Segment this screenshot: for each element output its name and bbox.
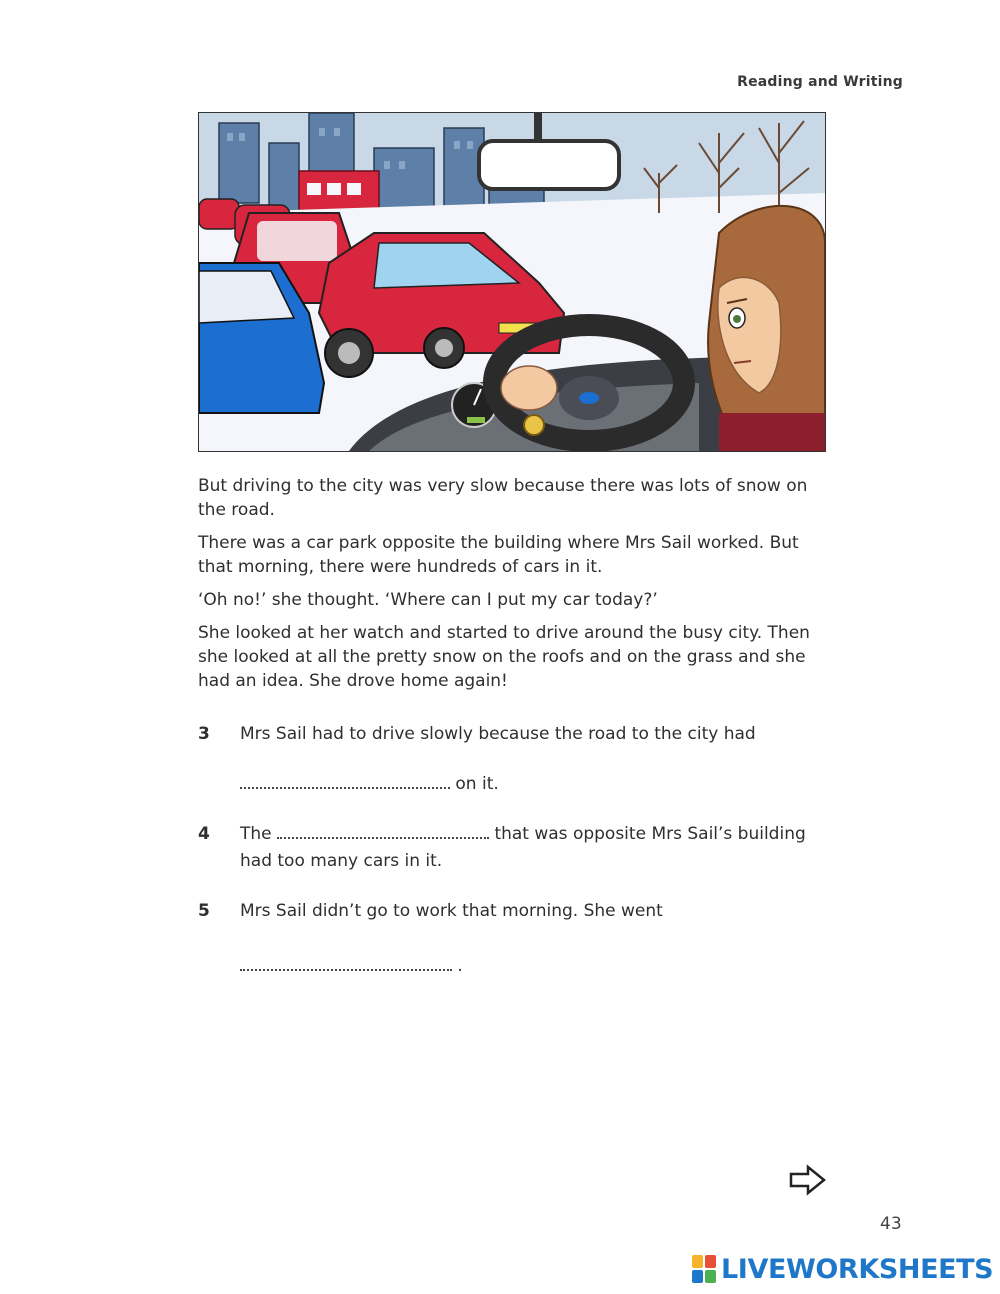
story-paragraph: She looked at her watch and started to drive around the busy city. Then she looked at all the pretty snow on the roofs and on the grass and she had an idea. She drove home again! bbox=[198, 623, 810, 691]
story-text bbox=[198, 474, 838, 702]
brand-name: LIVEWORKSHEETS bbox=[721, 1253, 994, 1285]
story-paragraph: There was a car park opposite the building where Mrs Sail worked. But that morning, there were hundreds of cars in it. bbox=[198, 533, 799, 577]
arrow-right-icon[interactable] bbox=[788, 1164, 828, 1200]
story-paragraph: ‘Oh no!’ she thought. ‘Where can I put my car today?’ bbox=[198, 590, 658, 610]
question-text-after: . bbox=[457, 956, 463, 976]
question-number: 5 bbox=[198, 901, 210, 921]
question-text: Mrs Sail had to drive slowly because the road to the city had bbox=[240, 724, 756, 744]
liveworksheets-logo-icon bbox=[692, 1255, 716, 1283]
question-number: 3 bbox=[198, 724, 210, 744]
question-text-after: that was opposite Mrs Sail’s building had too many cars in it. bbox=[240, 824, 806, 871]
question-5 bbox=[198, 898, 838, 980]
traffic-in-snow-illustration bbox=[198, 112, 826, 452]
question-number: 4 bbox=[198, 824, 210, 844]
story-paragraph: But driving to the city was very slow because there was lots of snow on the road. bbox=[198, 476, 808, 520]
answer-blank-4[interactable] bbox=[277, 823, 489, 839]
question-4 bbox=[198, 821, 838, 875]
question-text: Mrs Sail didn’t go to work that morning. She went bbox=[240, 901, 663, 921]
question-text-after: on it. bbox=[455, 774, 499, 794]
answer-blank-3[interactable] bbox=[240, 773, 450, 789]
answer-blank-5[interactable] bbox=[240, 955, 452, 971]
section-title: Reading and Writing bbox=[737, 74, 903, 90]
question-3 bbox=[198, 721, 838, 798]
question-text: The bbox=[240, 824, 272, 844]
page-number: 43 bbox=[880, 1214, 902, 1234]
liveworksheets-brand[interactable] bbox=[692, 1254, 993, 1284]
